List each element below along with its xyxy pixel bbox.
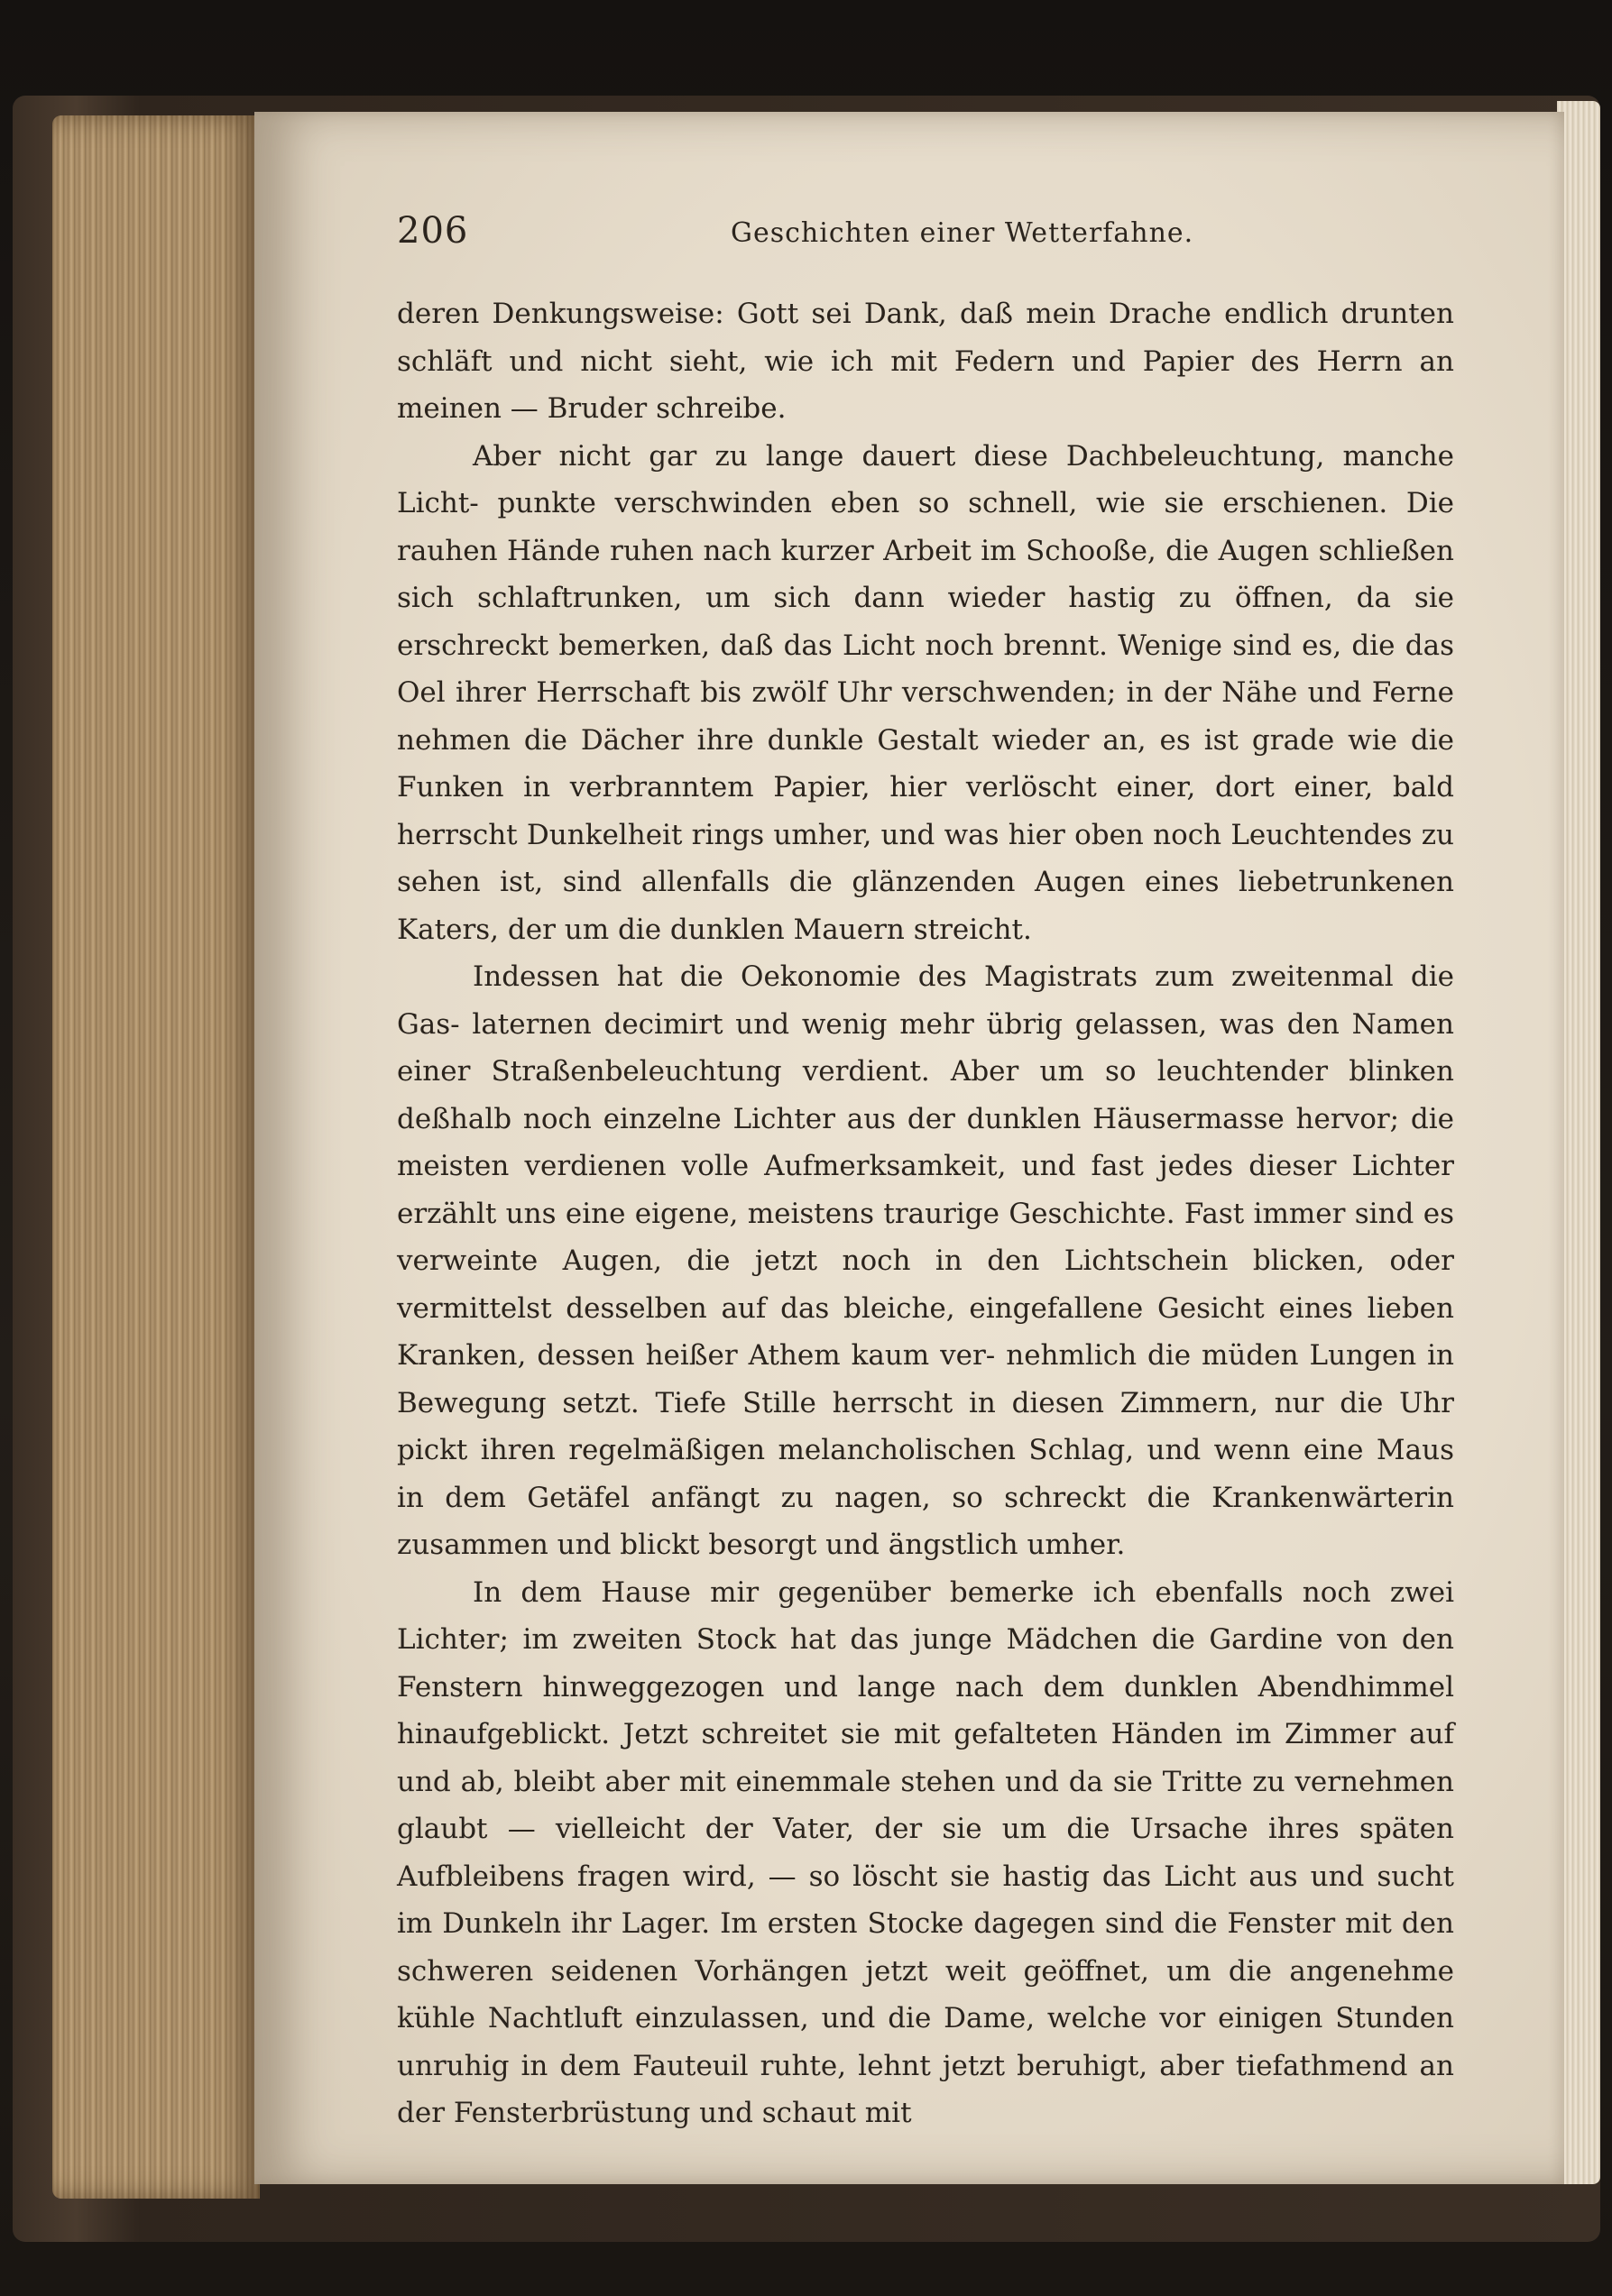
page-header [397,206,1452,256]
page-body [397,290,1454,2137]
page-number: 206 [397,210,469,252]
paragraph-3: Indessen hat die Oekonomie des Magistrats zum zweitenmal die Gas- laternen decimirt und wenig mehr übrig gelassen, was den Namen einer Straßenbeleuchtung verdient. Aber um so leuchtender blinken deßhalb noch einzelne Lichter aus der dunklen Häusermasse hervor; die meisten verdienen volle Aufmerksamkeit, und fast jedes dieser Lichter erzählt uns eine eigene, meistens traurige Geschichte. Fast immer sind es verweinte Augen, die jetzt noch in den Lichtschein blicken, oder vermittelst desselben auf das bleiche, eingefallene Gesicht eines lieben Kranken, dessen heißer Athem kaum ver- nehmlich die müden Lungen in Bewegung setzt. Tiefe Stille herrscht in diesen Zimmern, nur die Uhr pickt ihren regelmäßigen melancholischen Schlag, und wenn eine Maus in dem Getäfel anfängt zu nagen, so schreckt die Krankenwärterin zusammen und blickt besorgt und ängstlich umher. [397,960,1454,1561]
page-stack-left [52,115,260,2199]
paragraph-2: Aber nicht gar zu lange dauert diese Dachbeleuchtung, manche Licht- punkte verschwinden eben so schnell, wie sie erschienen. Die rauhen Hände ruhen nach kurzer Arbeit im Schooße, die Augen schließen sich schlaftrunken, um sich dann wieder hastig zu öffnen, da sie erschreckt bemerken, daß das Licht noch brennt. Wenige sind es, die das Oel ihrer Herrschaft bis zwölf Uhr verschwenden; in der Nähe und Ferne nehmen die Dächer ihre dunkle Gestalt wieder an, es ist grade wie die Funken in verbranntem Papier, hier verlöscht einer, dort einer, bald herrscht Dunkelheit rings umher, und was hier oben noch Leuchtendes zu sehen ist, sind allenfalls die glänzenden Augen eines liebetrunkenen Katers, der um die dunklen Mauern streicht. [397,439,1454,946]
paragraph-4: In dem Hause mir gegenüber bemerke ich ebenfalls noch zwei Lichter; im zweiten Stock hat das junge Mädchen die Gardine von den Fenstern hinweggezogen und lange nach dem dunklen Abendhimmel hinaufgeblickt. Jetzt schreitet sie mit gefalteten Händen im Zimmer auf und ab, bleibt aber mit einemmale stehen und da sie Tritte zu vernehmen glaubt — vielleicht der Vater, der sie um die Ursache ihres späten Aufbleibens fragen wird, — so löscht sie hastig das Licht aus und sucht im Dunkeln ihr Lager. Im ersten Stocke dagegen sind die Fenster mit den schweren seidenen Vorhängen jetzt weit geöffnet, um die angenehme kühle Nachtluft einzulassen, und die Dame, welche vor einigen Stunden unruhig in dem Fauteuil ruhte, lehnt jetzt beruhigt, aber tiefathmend an der Fensterbrüstung und schaut mit [397,1575,1454,2129]
paragraph-1: deren Denkungsweise: Gott sei Dank, daß mein Drache endlich drunten schläft und nicht sieht, wie ich mit Federn und Papier des Herrn an meinen — Bruder schreibe. [397,298,1454,425]
running-title: Geschichten einer Wetterfahne. [731,217,1194,249]
